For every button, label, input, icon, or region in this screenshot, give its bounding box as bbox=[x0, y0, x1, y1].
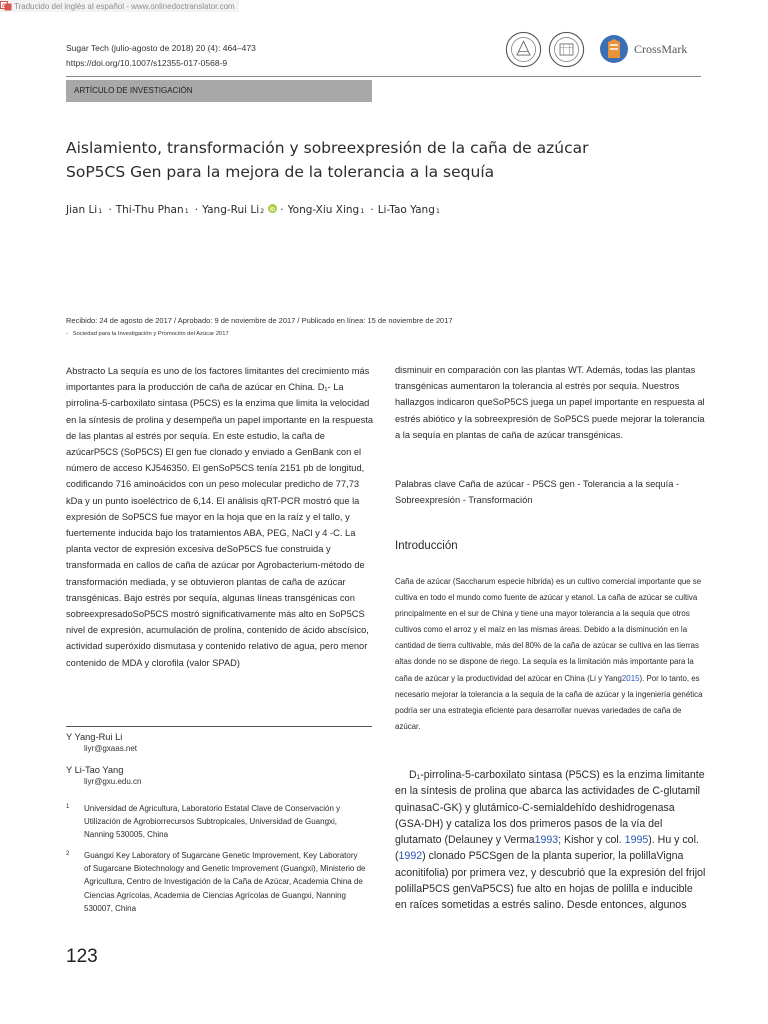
author-separator: · bbox=[370, 204, 374, 216]
abstract-continued: disminuir en comparación con las plantas WT. Además, todas las plantas transgénicas aumentaron la tolerancia al estrés por sequía. Nuestros hallazgos indicaron queSoP5CS juega un papel importante en respuesta al estrés abiótico y la sobreexpresión de SoP5CS puede mejorar la tolerancia a la sequía en plantas de caña de azúcar transgénicas. bbox=[395, 365, 705, 440]
intro-p1-end: ). Por lo tanto, es necesario mejorar la tolerancia a la sequía de la caña de azúcar y la ingeniería genética podría ser una estrategia eficiente para desarrollar nuevas variedades de caña de azúcar. bbox=[395, 673, 703, 731]
author-affiliation: 2 bbox=[260, 207, 265, 215]
intro-p2-text: ; Kishor y col. bbox=[558, 834, 625, 847]
intro-p2-text: D₁-pirrolina-5-carboxilato sintasa (P5CS) es la enzima limitante en la síntesis de prolina que abarca las actividades de C-glutamil quinasaC-GK) y glutámico-C-semialdehído deshidrogenasa (GSA-DH) y cataliza los dos primeros pasos de la vía del glutamato (Delauney y Verma bbox=[395, 769, 705, 847]
intro-paragraph-2 bbox=[395, 767, 707, 914]
journal-info bbox=[66, 41, 256, 71]
copyright-mark: - bbox=[66, 331, 73, 337]
corresponding-author-email[interactable]: liyr@gxaas.net bbox=[84, 744, 138, 753]
author-name[interactable]: Jian Li bbox=[66, 204, 98, 216]
publication-dates: Recibido: 24 de agosto de 2017 / Aprobado: 9 de noviembre de 2017 / Publicado en línea: 15 de noviembre de 2017 bbox=[66, 316, 453, 325]
publisher-logos bbox=[505, 28, 687, 70]
abstract: Abstracto La sequía es uno de los factores limitantes del crecimiento más importantes para la producción de caña de azúcar en China. D₁- La pirrolina-5-carboxilato sintasa (P5CS) es la enzima que limita la velocidad en la síntesis de prolina y desempeña un papel importante en la respuesta de las plantas al estrés por sequía. En este estudio, la caña de azúcarP5CS (SoP5CS) El gen fue clonado y enviado a GenBank con el número de acceso KJ546350. El genSoP5CS tenía 2151 pb de longitud, codificando 716 aminoácidos con un peso molecular predicho de 77,73 kDa y un punto isoeléctrico de 6,14. El análisis qRT-PCR mostró que la expresión de SoP5CS fue mayor en la hoja que en la raíz y el tallo, y fuertemente inducida bajo los tratamientos ABA, PEG, NaCl y 4 -C. La planta vector de expresión excesiva deSoP5CS fue construida y transformada en callos de caña de azúcar por Agrobacterium-método de transformación mediada, y se obtuvieron plantas de caña de azúcar transgénicas. Bajo estrés por sequía, algunas líneas transgénicas con sobreexpresadoSoP5CS mostró significativamente más alto en SoP5CS nivel de expresión, acumulación de prolina, contenido de ácido abscísico, actividad superóxido dismutasa y contenido relativo de agua, pero menor contenido de MDA y clorofila (valor SPAD) bbox=[66, 366, 373, 668]
journal-citation: Sugar Tech (julio-agosto de 2018) 20 (4): 464–473 bbox=[66, 43, 256, 53]
crossmark-icon bbox=[599, 34, 629, 64]
corresponding-author-email[interactable]: liyr@gxu.edu.cn bbox=[84, 777, 142, 786]
corresponding-author bbox=[66, 732, 137, 753]
header-rule bbox=[66, 76, 701, 77]
affiliation-number: 2 bbox=[66, 851, 70, 857]
section-heading-introduction: Introducción bbox=[395, 540, 458, 552]
intro-paragraph-1 bbox=[395, 574, 707, 735]
affiliation bbox=[66, 802, 366, 842]
author-affiliation: 1 bbox=[435, 207, 441, 215]
translator-banner[interactable] bbox=[0, 0, 239, 12]
corresponding-author bbox=[66, 765, 141, 786]
title-line-2: SoP5CS Gen para la mejora de la tolerancia a la sequía bbox=[66, 163, 495, 181]
citation-link[interactable]: 1992 bbox=[398, 850, 423, 863]
title-line-1: Aislamiento, transformación y sobreexpresión de la caña de azúcar bbox=[66, 139, 589, 157]
citation-link[interactable]: 2015 bbox=[621, 673, 640, 683]
author-name[interactable]: Yang-Rui Li bbox=[202, 204, 260, 216]
affiliation-text: Universidad de Agricultura, Laboratorio Estatal Clave de Conservación y Utilización de Agrobiorrecursos Subtropicales, Universidad de Guangxi, Nanning 530005, China bbox=[84, 804, 341, 840]
author-name[interactable]: Li-Tao Yang bbox=[377, 204, 435, 216]
society-copyright bbox=[66, 331, 229, 337]
article-type-label: ARTÍCULO DE INVESTIGACIÓN bbox=[66, 80, 372, 102]
orcid-icon[interactable] bbox=[268, 204, 277, 213]
citation-link[interactable]: 1993 bbox=[534, 834, 559, 847]
society-name: Sociedad para la Investigación y Promoción del Azúcar 2017 bbox=[72, 331, 229, 337]
intro-p1-text: Caña de azúcar (Saccharum especie híbrida) es un cultivo comercial importante que se cultiva en todo el mundo como fuente de azúcar y etanol. La caña de azúcar se cultiva principalmente en el sur de China y tiene una mayor tolerancia a la sequía que otros cultivos como el arroz y el maíz en las mismas áreas. Debido a la disminución en la cantidad de tierra cultivable, más del 80% de la caña de azúcar se cultiva en las tierras altas donde no se dispone de riego. La sequía es la limitación más importante para la caña de azúcar y la productividad del azúcar en China (Li y Yang bbox=[395, 577, 702, 683]
author-list bbox=[66, 204, 446, 216]
society-seal-icon bbox=[505, 31, 542, 68]
translator-banner-text[interactable]: Traducido del inglés al español - www.onlinedoctranslator.com bbox=[14, 1, 235, 11]
author-separator: · bbox=[280, 204, 284, 216]
translate-icon bbox=[0, 1, 12, 11]
author-separator: · bbox=[108, 204, 112, 216]
contacts-rule bbox=[66, 726, 372, 727]
corresponding-author-name: Y Li-Tao Yang bbox=[66, 765, 124, 775]
author-affiliation: 1 bbox=[360, 207, 365, 215]
intro-p2-text: ) clonado P5CSgen de la planta superior, la polillaVigna aconitifolia) por primera vez, y descubrió que la expresión del frijol polillaP5CS genVaP5CS) fue alto en hojas de polilla e inducible en raíces sometidas a estrés salino. Desde entonces, algunos bbox=[395, 850, 706, 912]
article-title bbox=[66, 136, 686, 184]
intro-p2-text: ). Hu y col. ( bbox=[395, 834, 699, 863]
sugar-tech-seal-icon bbox=[548, 31, 585, 68]
author-name[interactable]: Yong-Xiu Xing bbox=[287, 204, 360, 216]
crossmark-badge[interactable] bbox=[599, 34, 687, 64]
doi-link[interactable]: https://doi.org/10.1007/s12355-017-0568-9 bbox=[66, 58, 228, 68]
affiliation bbox=[66, 849, 366, 915]
citation-link[interactable]: 1995 bbox=[624, 834, 649, 847]
svg-text:A: A bbox=[1, 3, 6, 10]
author-name[interactable]: Thi-Thu Phan bbox=[115, 204, 184, 216]
page-number: 123 bbox=[66, 946, 98, 967]
keywords: Palabras clave Caña de azúcar - P5CS gen - Tolerancia a la sequía - Sobreexpresión - Transformación bbox=[395, 479, 680, 506]
crossmark-label: CrossMark bbox=[634, 41, 688, 56]
affiliation-text: Guangxi Key Laboratory of Sugarcane Genetic Improvement, Key Laboratory of Sugarcane Biotechnology and Genetic Improvement (Guangxi), Ministerio de Agricultura, Centro de Investigación de la Caña de Azúcar, Academia China de Ciencias Agrícolas, Academia de Ciencias Agrícolas de Guangxi, Nanning 530007, China bbox=[84, 851, 366, 913]
author-affiliation: 1 bbox=[98, 207, 103, 215]
author-affiliation: 1 bbox=[184, 207, 189, 215]
corresponding-author-name: Y Yang-Rui Li bbox=[66, 732, 123, 742]
author-separator: · bbox=[194, 204, 199, 216]
affiliation-number: 1 bbox=[66, 804, 70, 810]
